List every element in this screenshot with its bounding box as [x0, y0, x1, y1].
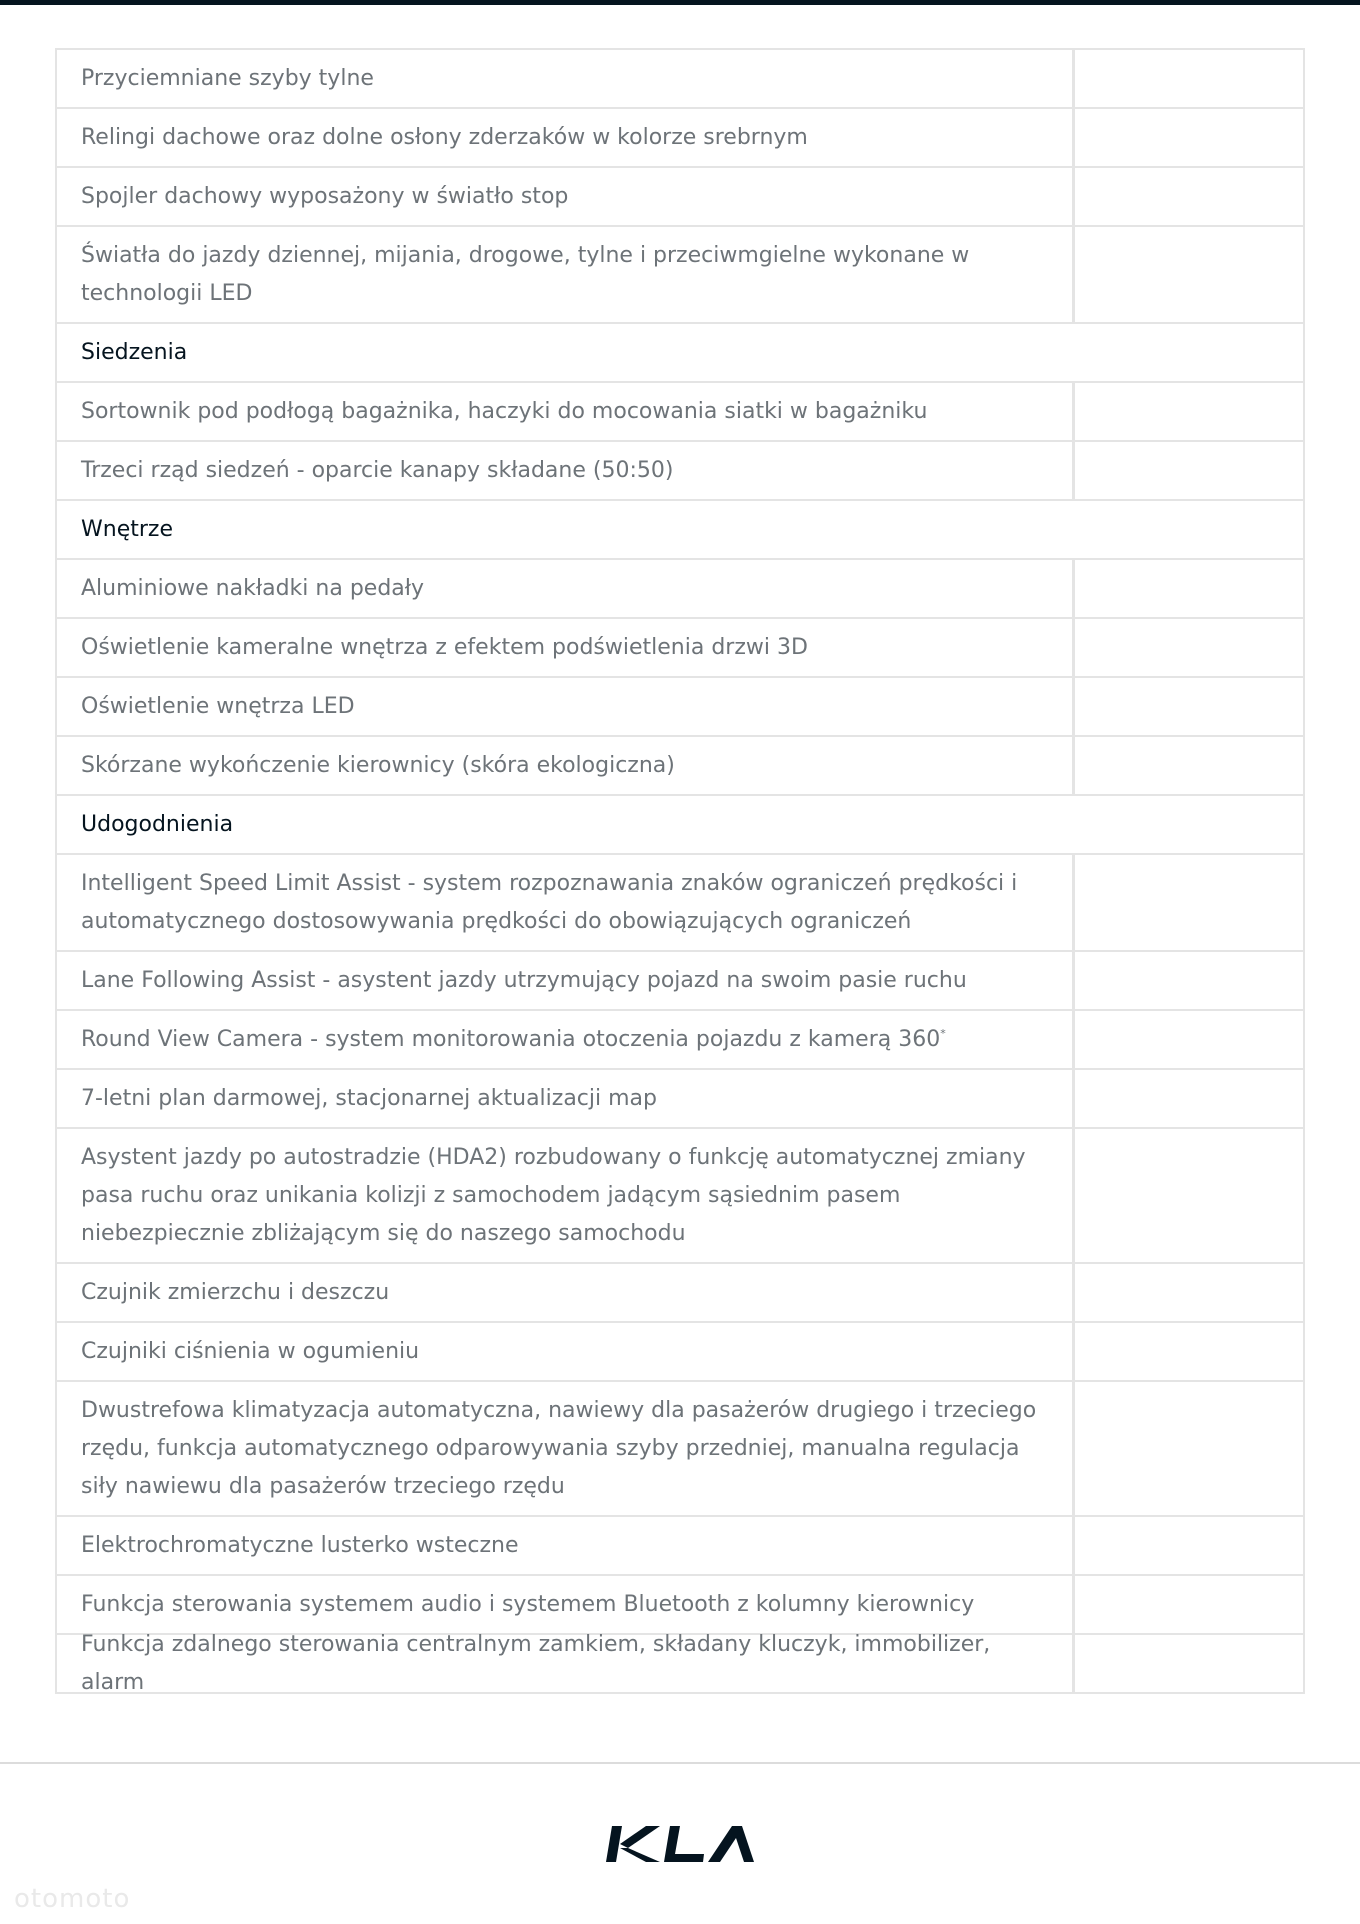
- row-value: [1075, 678, 1303, 735]
- row-label: Trzeci rząd siedzeń - oparcie kanapy składane (50:50): [57, 442, 1075, 499]
- table-row: [57, 855, 1303, 952]
- section-title: Siedzenia: [81, 339, 188, 365]
- row-value: [1075, 1129, 1303, 1262]
- row-label: Sortownik pod podłogą bagażnika, haczyki do mocowania siatki w bagażniku: [57, 383, 1075, 440]
- table-row: [57, 619, 1303, 678]
- row-value: [1075, 50, 1303, 107]
- row-value: [1075, 1011, 1303, 1068]
- row-value: [1075, 1264, 1303, 1321]
- row-label: Lane Following Assist - asystent jazdy utrzymujący pojazd na swoim pasie ruchu: [57, 952, 1075, 1009]
- row-label: Skórzane wykończenie kierownicy (skóra ekologiczna): [57, 737, 1075, 794]
- row-label-text: Round View Camera - system monitorowania otoczenia pojazdu z kamerą 360: [81, 1026, 941, 1052]
- table-row: [57, 1129, 1303, 1264]
- row-label: Elektrochromatyczne lusterko wsteczne: [57, 1517, 1075, 1574]
- table-row: [57, 678, 1303, 737]
- section-heading-wnetrze: [57, 501, 1303, 560]
- row-label: Funkcja sterowania systemem audio i systemem Bluetooth z kolumny kierownicy: [57, 1576, 1075, 1633]
- row-value: [1075, 1576, 1303, 1633]
- equipment-table: [55, 48, 1305, 1694]
- row-value: [1075, 227, 1303, 322]
- table-row: [57, 1382, 1303, 1517]
- row-label: 7-letni plan darmowej, stacjonarnej aktualizacji map: [57, 1070, 1075, 1127]
- table-row: [57, 1517, 1303, 1576]
- top-bar: [0, 0, 1360, 5]
- table-row: [57, 1631, 1303, 1695]
- row-label: Aluminiowe nakładki na pedały: [57, 560, 1075, 617]
- table-row: [57, 1070, 1303, 1129]
- row-value: [1075, 1635, 1303, 1692]
- row-value: [1075, 855, 1303, 950]
- row-label: Oświetlenie wnętrza LED: [57, 678, 1075, 735]
- table-row: [57, 383, 1303, 442]
- row-value: [1075, 168, 1303, 225]
- section-heading-siedzenia: [57, 324, 1303, 383]
- table-row: [57, 1264, 1303, 1323]
- table-row: [57, 1011, 1303, 1070]
- section-title: Udogodnienia: [81, 811, 234, 837]
- row-value: [1075, 560, 1303, 617]
- row-value: [1075, 619, 1303, 676]
- kia-logo: [604, 1824, 756, 1864]
- table-row: [57, 1323, 1303, 1382]
- table-row: [57, 168, 1303, 227]
- row-value: [1075, 1517, 1303, 1574]
- row-value: [1075, 1323, 1303, 1380]
- row-label: Oświetlenie kameralne wnętrza z efektem podświetlenia drzwi 3D: [57, 619, 1075, 676]
- row-value: [1075, 109, 1303, 166]
- table-row: [57, 952, 1303, 1011]
- row-value: [1075, 1382, 1303, 1515]
- row-label: Asystent jazdy po autostradzie (HDA2) rozbudowany o funkcję automatycznej zmiany pasa ruchu oraz unikania kolizji z samochodem jadącym sąsiednim pasem niebezpiecznie zbliżającym się do naszego samochodu: [57, 1129, 1075, 1262]
- row-value: [1075, 383, 1303, 440]
- row-label: Światła do jazdy dziennej, mijania, drogowe, tylne i przeciwmgielne wykonane w technologii LED: [57, 227, 1075, 322]
- row-value: [1075, 442, 1303, 499]
- row-value: [1075, 737, 1303, 794]
- row-label: Funkcja zdalnego sterowania centralnym zamkiem, składany kluczyk, immobilizer, alarm: [57, 1635, 1075, 1692]
- table-row: [57, 737, 1303, 796]
- row-label: Dwustrefowa klimatyzacja automatyczna, nawiewy dla pasażerów drugiego i trzeciego rzędu, funkcja automatycznego odparowywania szyby przedniej, manualna regulacja siły nawiewu dla pasażerów trzeciego rzędu: [57, 1382, 1075, 1515]
- row-label: Intelligent Speed Limit Assist - system rozpoznawania znaków ograniczeń prędkości i automatycznego dostosowywania prędkości do obowiązujących ograniczeń: [57, 855, 1075, 950]
- table-row: [57, 227, 1303, 324]
- row-label: Przyciemniane szyby tylne: [57, 50, 1075, 107]
- row-label: Spojler dachowy wyposażony w światło stop: [57, 168, 1075, 225]
- row-value: [1075, 952, 1303, 1009]
- table-row: [57, 50, 1303, 109]
- table-row: [57, 560, 1303, 619]
- table-row: [57, 109, 1303, 168]
- section-heading-udogodnienia: [57, 796, 1303, 855]
- row-value: [1075, 1070, 1303, 1127]
- footer-divider: [0, 1762, 1360, 1764]
- watermark: otomoto: [14, 1884, 131, 1914]
- row-label: Relingi dachowe oraz dolne osłony zderzaków w kolorze srebrnym: [57, 109, 1075, 166]
- row-label: Czujniki ciśnienia w ogumieniu: [57, 1323, 1075, 1380]
- section-title: Wnętrze: [81, 516, 173, 542]
- row-label: Czujnik zmierzchu i deszczu: [57, 1264, 1075, 1321]
- table-row: [57, 442, 1303, 501]
- row-label: Round View Camera - system monitorowania otoczenia pojazdu z kamerą 360 *: [57, 1011, 1075, 1068]
